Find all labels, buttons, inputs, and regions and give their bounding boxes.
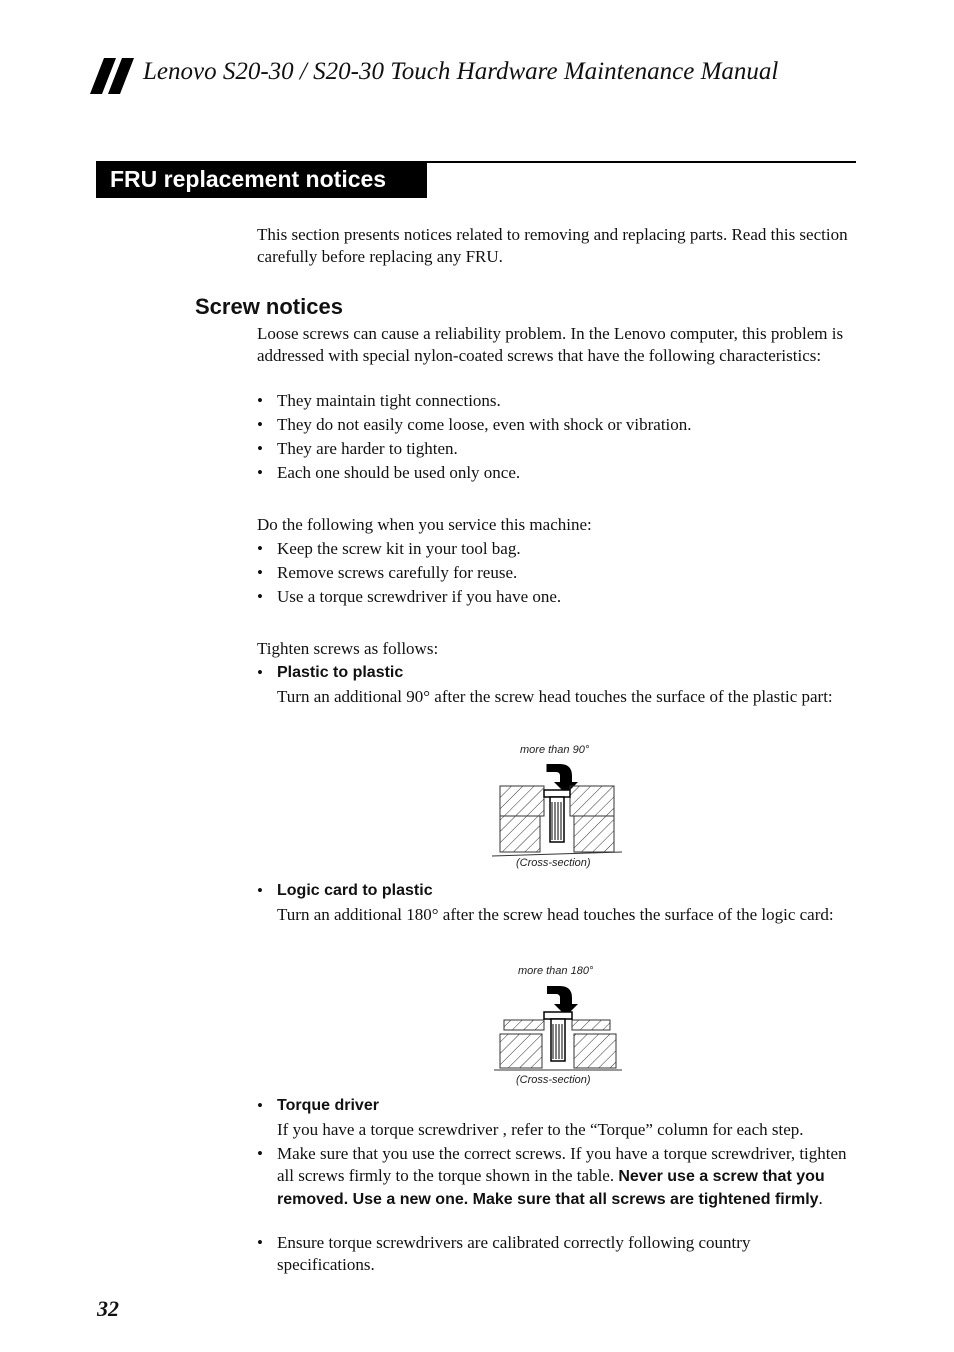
- figure-label: more than 180°: [518, 965, 594, 977]
- tighten-intro: Tighten screws as follows:: [257, 639, 439, 658]
- figure-caption: (Cross-section): [516, 1074, 591, 1086]
- logic-card-text: Turn an additional 180° after the screw head touches the surface of the logic card:: [277, 905, 834, 924]
- logic-card-screw-diagram: [492, 982, 627, 1077]
- section-title: FRU replacement notices: [110, 166, 387, 192]
- figure-label: more than 90°: [520, 744, 590, 756]
- section-intro: This section presents notices related to removing and replacing parts. Read this section carefully before replacing any FRU.: [257, 225, 848, 266]
- screw-warning: Never use a screw that you removed. Use a new one. Make sure that all screws are tightened firmly: [277, 1168, 825, 1208]
- figure-caption: (Cross-section): [516, 857, 591, 869]
- calibration-text: Ensure torque screwdrivers are calibrated correctly following country specifications.: [277, 1233, 751, 1274]
- plastic-to-plastic-screw-diagram: [492, 760, 627, 860]
- torque-driver-text: If you have a torque screwdriver , refer to the “Torque” column for each step.: [277, 1120, 804, 1139]
- page-number: 32: [97, 1296, 119, 1321]
- double-slash-icon: [90, 58, 136, 94]
- correct-screws-text: Make sure that you use the correct screws. If you have a torque screwdriver, tighten all screws firmly to the torque shown in the table.: [277, 1144, 847, 1185]
- screw-intro: Loose screws can cause a reliability problem. In the Lenovo computer, this problem is addressed with special nylon-coated screws that have the following characteristics:: [257, 324, 844, 365]
- service-intro: Do the following when you service this machine:: [257, 515, 592, 534]
- manual-title: Lenovo S20-30 / S20-30 Touch Hardware Maintenance Manual: [143, 58, 779, 85]
- subsection-heading: Screw notices: [195, 294, 343, 319]
- plastic-to-plastic-text: Turn an additional 90° after the screw head touches the surface of the plastic part:: [277, 687, 833, 706]
